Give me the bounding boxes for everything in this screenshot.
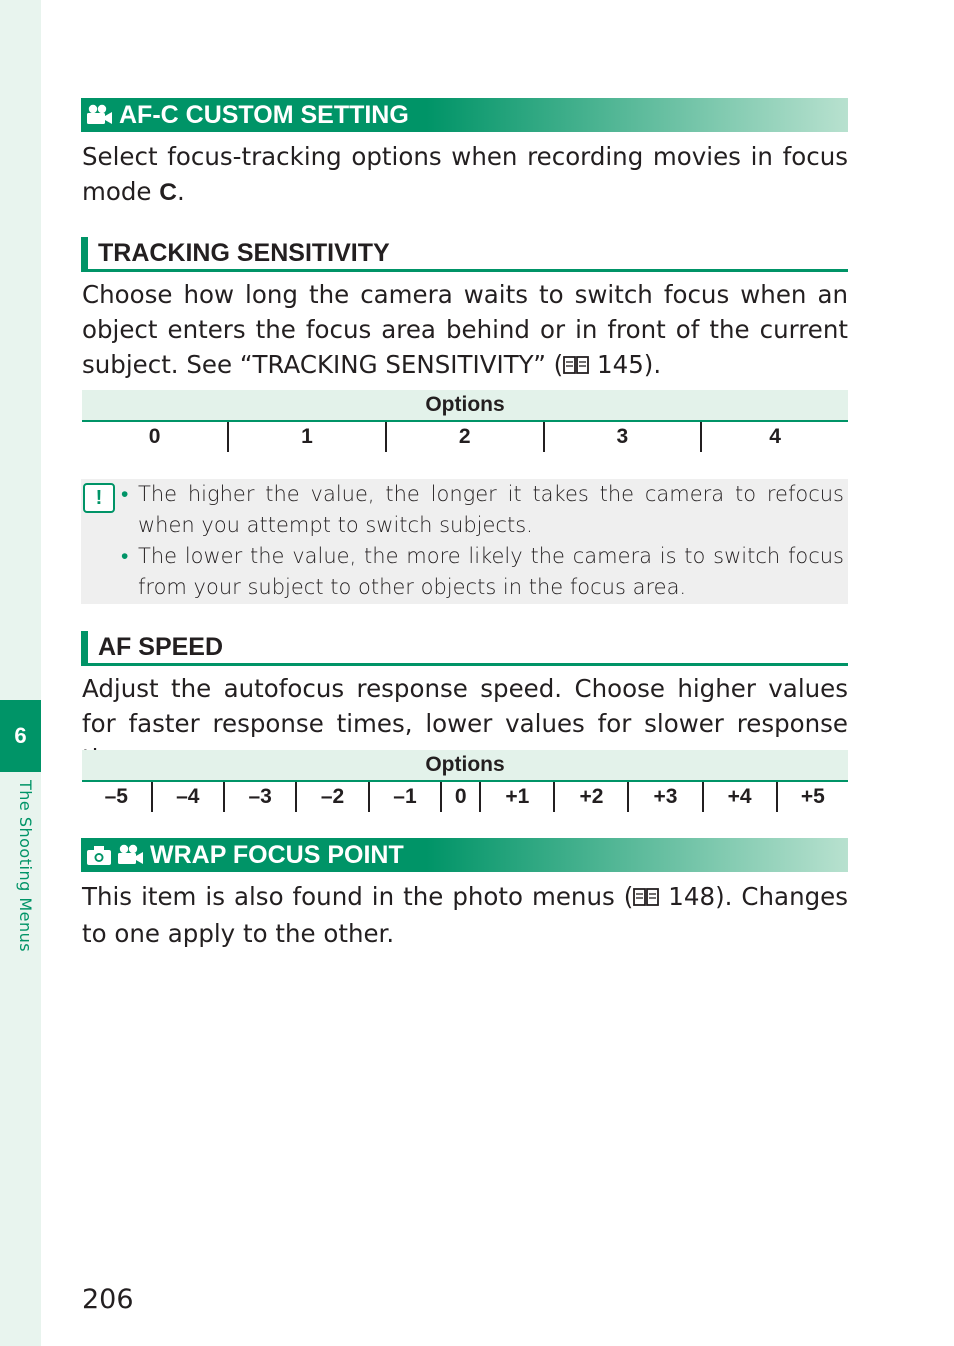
afc-custom-setting-title: AF-C CUSTOM SETTING [119, 100, 409, 129]
tracking-option: 2 [386, 421, 544, 452]
af-speed-option: +2 [554, 781, 628, 812]
wrap-focus-point-banner [81, 838, 848, 872]
tracking-sensitivity-title: TRACKING SENSITIVITY [98, 238, 390, 267]
af-speed-description: Adjust the autofocus response speed. Choose higher values for faster response times, lower values for slower response [82, 674, 848, 738]
afc-custom-setting-banner [81, 98, 848, 132]
af-speed-options-table [82, 750, 848, 812]
caution-note [81, 479, 848, 604]
tracking-sensitivity-heading [81, 237, 848, 272]
af-speed-options-row [82, 781, 848, 812]
af-speed-option: +1 [480, 781, 554, 812]
bullet-icon: • [121, 482, 129, 506]
afc-intro-text: Select focus-tracking options when recording movies in focus mode [82, 142, 848, 206]
wrap-page-ref: 148 [659, 882, 716, 911]
book-reference-icon [633, 881, 659, 916]
af-speed-option: –1 [369, 781, 441, 812]
af-speed-option: –2 [296, 781, 368, 812]
caution-icon: ! [83, 483, 115, 513]
bullet-icon: • [121, 544, 129, 568]
tracking-text: Choose how long the camera waits to switch focus when an object enters the focus area behind or in front of the current subject. See “TRACKING SENSITIVITY” ( [82, 280, 848, 379]
chapter-label: The Shooting Menus [16, 780, 35, 953]
page-number: 206 [82, 1284, 134, 1315]
focus-mode-c: C [159, 179, 177, 206]
movie-camera-icon [116, 844, 144, 866]
af-speed-options-header: Options [82, 750, 848, 781]
afc-intro-end: . [176, 177, 185, 206]
tracking-text-end: ). [643, 350, 662, 379]
chapter-strip [0, 0, 41, 1346]
book-reference-icon [563, 349, 589, 384]
wrap-text-end: ). Changes to one apply to the other. [82, 882, 848, 948]
note-item [121, 479, 844, 541]
af-speed-heading [81, 631, 848, 666]
af-speed-option: +4 [703, 781, 777, 812]
af-speed-title: AF SPEED [98, 632, 224, 661]
note-item [121, 541, 844, 603]
chapter-number: 6 [14, 723, 27, 748]
tracking-option: 4 [769, 425, 781, 448]
wrap-text: This item is also found in the photo menus ( [82, 882, 634, 911]
wrap-focus-point-title: WRAP FOCUS POINT [150, 840, 404, 869]
tracking-description [82, 277, 848, 384]
tracking-options-header: Options [82, 390, 848, 421]
note-item-text: The lower the value, the more likely the camera is to switch focus from your subject to other objects in the focus area. [138, 544, 844, 599]
tracking-page-ref: 145 [589, 350, 644, 379]
note-item-text: The higher the value, the longer it takes the camera to refocus when you attempt to switch subjects. [138, 482, 844, 537]
af-speed-option: +5 [800, 785, 825, 808]
af-speed-option: –4 [152, 781, 224, 812]
af-speed-option: –5 [82, 781, 152, 812]
still-camera-icon [85, 844, 113, 866]
tracking-option: 1 [228, 421, 386, 452]
af-speed-option: 0 [441, 781, 480, 812]
afc-intro [82, 139, 848, 210]
tracking-options-table [82, 390, 848, 452]
chapter-tab [0, 700, 41, 772]
af-speed-option: –3 [224, 781, 296, 812]
af-speed-option: +3 [628, 781, 702, 812]
tracking-options-row [82, 421, 848, 452]
wrap-focus-description [82, 879, 848, 951]
tracking-option: 3 [544, 421, 702, 452]
movie-camera-icon [85, 104, 113, 126]
tracking-option: 0 [82, 421, 228, 452]
